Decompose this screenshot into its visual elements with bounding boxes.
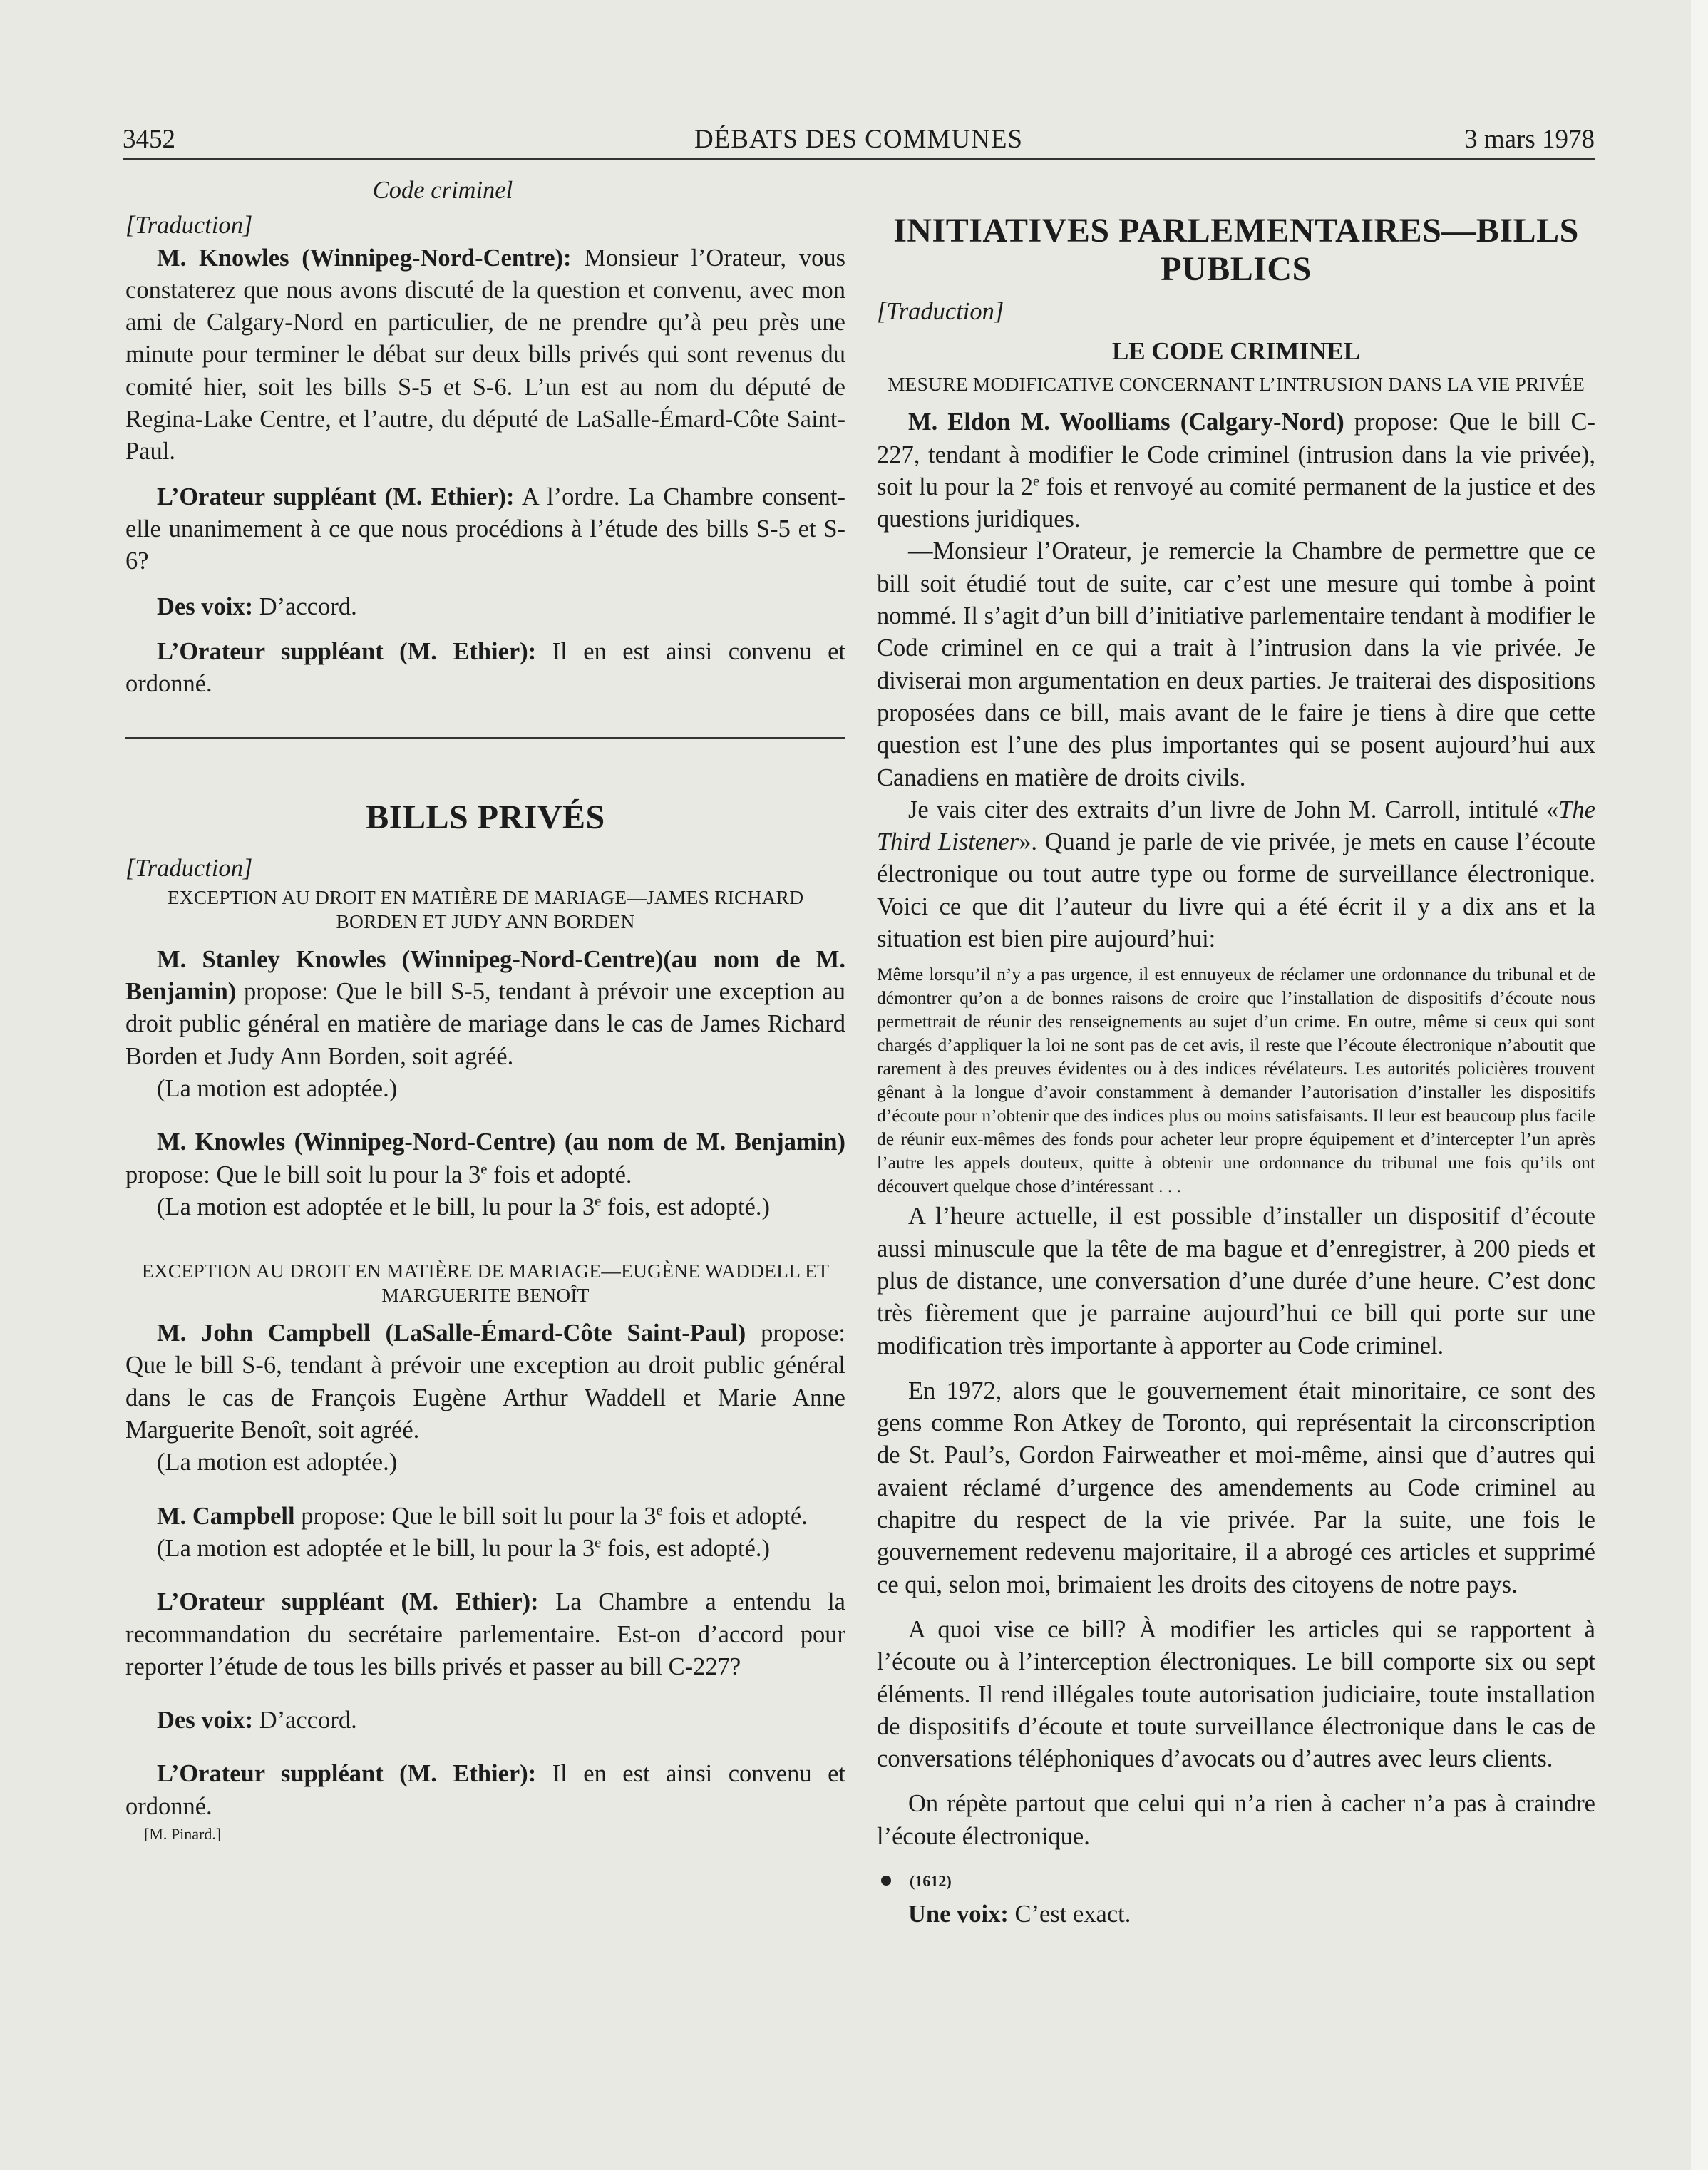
page-edge bbox=[1691, 0, 1708, 2170]
paragraph: L’Orateur suppléant (M. Ethier): Il en est ainsi convenu et ordonné. bbox=[125, 1760, 845, 1820]
paragraph: M. John Campbell (LaSalle-Émard-Côte Saint-Paul) propose: Que le bill S-6, tendant à prévoir une exception au droit public général dans le cas de François Eugène Arthur Waddell et Marie Anne Marguerite Benoît, soit agréé. bbox=[125, 1320, 845, 1444]
speaker: L’Orateur suppléant (M. Ethier): bbox=[157, 1760, 537, 1788]
paragraph: (La motion est adoptée.) bbox=[157, 1449, 398, 1476]
paragraph: Je vais citer des extraits d’un livre de John M. Carroll, intitulé «The Third Listener». Quand je parle de vie privée, je mets en cause l’écoute électronique ou tout autre type ou forme de surveillance électronique. Voici ce que dit l’auteur du livre qui a été écrit il y a dix ans et la situation est bien pire aujourd’hui: bbox=[877, 796, 1595, 953]
speaker: Une voix: bbox=[908, 1901, 1009, 1928]
paragraph: (La motion est adoptée.) bbox=[157, 1074, 398, 1102]
paragraph: L’Orateur suppléant (M. Ethier): Il en est ainsi convenu et ordonné. bbox=[125, 637, 845, 698]
subsection-heading: EXCEPTION AU DROIT EN MATIÈRE DE MARIAGE—JAMES RICHARD BORDEN ET JUDY ANN BORDEN bbox=[167, 885, 804, 932]
speaker: M. Knowles (Winnipeg-Nord-Centre) (au nom de M. Benjamin) bbox=[157, 1128, 845, 1156]
speaker: L’Orateur suppléant (M. Ethier): bbox=[157, 637, 537, 665]
speaker: M. Eldon M. Woolliams (Calgary-Nord) bbox=[908, 408, 1344, 436]
subsection-caption: MESURE MODIFICATIVE CONCERNANT L’INTRUSION DANS LA VIE PRIVÉE bbox=[887, 373, 1585, 396]
section-heading: BILLS PRIVÉS bbox=[366, 798, 605, 837]
speaker: M. Knowles (Winnipeg-Nord-Centre): bbox=[157, 244, 572, 272]
issue-date: 3 mars 1978 bbox=[1464, 125, 1595, 154]
paragraph: En 1972, alors que le gouvernement était minoritaire, ce sont des gens comme Ron Atkey de Toronto, qui représentait la circonscription de St. Paul’s, Gordon Fairweather et moi-même, ainsi que d’autres qui avaient réclamé d’urgence des amendements au Code criminel au chapitre du respect de la vie privée. Par la suite, une fois le gouvernement redevenu majoritaire, il a abrogé ces articles et supprimé ce qui, selon moi, brimaient les droits des citoyens de notre pays. bbox=[877, 1377, 1595, 1598]
time-marker: (1612) bbox=[877, 1863, 1595, 1897]
running-title: Code criminel bbox=[372, 177, 513, 204]
speaker: L’Orateur suppléant (M. Ethier): bbox=[157, 483, 515, 510]
paragraph: (La motion est adoptée et le bill, lu pour la 3e fois, est adopté.) bbox=[157, 1193, 770, 1220]
subsection-heading: LE CODE CRIMINEL bbox=[1111, 337, 1361, 366]
speaker: Des voix: bbox=[157, 592, 254, 620]
speaker: M. Campbell bbox=[157, 1502, 295, 1530]
paragraph: L’Orateur suppléant (M. Ethier): La Chambre a entendu la recommandation du secrétaire parlementaire. Est-on d’accord pour reporter l’étude de tous les bills privés et passer au bill C-227? bbox=[125, 1588, 845, 1680]
paragraph: Des voix: D’accord. bbox=[157, 592, 357, 620]
translation-note: [Traduction] bbox=[125, 855, 253, 883]
paragraph: (La motion est adoptée et le bill, lu pour la 3e fois, est adopté.) bbox=[157, 1534, 770, 1562]
paragraph: M. Eldon M. Woolliams (Calgary-Nord) propose: Que le bill C-227, tendant à modifier le Code criminel (intrusion dans la vie privée), soit lu pour la 2e fois et renvoyé au comité permanent de la justice et des questions juridiques. bbox=[877, 408, 1595, 533]
speaker: M. John Campbell (LaSalle-Émard-Côte Saint-Paul) bbox=[157, 1320, 746, 1347]
section-divider bbox=[125, 737, 845, 739]
paragraph: M. Knowles (Winnipeg-Nord-Centre): Monsieur l’Orateur, vous constaterez que nous avons discuté de la question et convenu, avec mon ami de Calgary-Nord en particulier, de ne prendre qu’à peu près une minute pour terminer le débat sur deux bills privés qui sont revenus du comité hier, soit les bills S-5 et S-6. L’un est au nom du député de Regina-Lake Centre, et l’autre, du député de LaSalle-Émard-Côte Saint-Paul. bbox=[125, 244, 845, 466]
translation-note: [Traduction] bbox=[877, 298, 1004, 325]
paragraph: M. Stanley Knowles (Winnipeg-Nord-Centre)(au nom de M. Benjamin) propose: Que le bill S-5, tendant à prévoir une exception au droit public général en matière de mariage dans le cas de James Richard Borden et Judy Ann Borden, soit agréé. bbox=[125, 945, 845, 1070]
section-heading: INITIATIVES PARLEMENTAIRES—BILLS PUBLICS bbox=[893, 212, 1579, 288]
publication-title: DÉBATS DES COMMUNES bbox=[694, 125, 1023, 154]
paragraph: A l’heure actuelle, il est possible d’installer un dispositif d’écoute aussi minuscule que la tête de ma bague et d’enregistrer, à 200 pieds et plus de distance, une conversation d’une durée d’une heure. C’est donc très fièrement que je parraine aujourd’hui ce bill qui porte sur une modification très importante à apporter au Code criminel. bbox=[877, 1203, 1595, 1359]
page-header bbox=[123, 120, 1595, 160]
left-column bbox=[125, 175, 845, 1844]
speaker: M. Stanley Knowles (Winnipeg-Nord-Centre)(au nom de M. Benjamin) bbox=[125, 945, 845, 1006]
right-column bbox=[877, 175, 1595, 1931]
paragraph: M. Campbell propose: Que le bill soit lu pour la 3e fois et adopté. bbox=[157, 1502, 808, 1530]
bullet-icon bbox=[881, 1876, 891, 1886]
paragraph: L’Orateur suppléant (M. Ethier): A l’ordre. La Chambre consent-elle unanimement à ce que nous procédions à l’étude des bills S-5 et S-6? bbox=[125, 483, 845, 575]
paragraph: M. Knowles (Winnipeg-Nord-Centre) (au nom de M. Benjamin) propose: Que le bill soit lu pour la 3e fois et adopté. bbox=[125, 1128, 845, 1188]
page-number: 3452 bbox=[123, 125, 175, 154]
translation-note: [Traduction] bbox=[125, 212, 253, 240]
book-title: The Third Listener bbox=[877, 796, 1595, 856]
paragraph: On répète partout que celui qui n’a rien à cacher n’a pas à craindre l’écoute électronique. bbox=[877, 1790, 1595, 1850]
subsection-heading: EXCEPTION AU DROIT EN MATIÈRE DE MARIAGE—EUGÈNE WADDELL ET MARGUERITE BENOÎT bbox=[141, 1260, 830, 1307]
paragraph: A quoi vise ce bill? À modifier les articles qui se rapportent à l’écoute ou à l’interception électroniques. Le bill comporte six ou sept éléments. Il rend illégales toute autorisation judiciaire, toute installation de dispositifs d’écoute et toute surveillance électronique dans le cas de conversations téléphoniques d’avocats ou d’autres avec leurs clients. bbox=[877, 1615, 1595, 1773]
paragraph: —Monsieur l’Orateur, je remercie la Chambre de permettre que ce bill soit étudié tout de suite, car c’est une mesure qui tombe à point nommé. Il s’agit d’un bill d’initiative parlementaire tendant à modifier le Code criminel en ce qui a trait à l’intrusion dans la vie privée. Je diviserai mon argumentation en deux parties. Je traiterai des dispositions proposées dans ce bill, mais avant de le faire je tiens à dire que cette question est l’une des plus importantes qui se posent aujourd’hui aux Canadiens en matière de droits civils. bbox=[877, 538, 1595, 791]
block-quote: Même lorsqu’il n’y a pas urgence, il est ennuyeux de réclamer une ordonnance du tribunal et de démontrer qu’on a de bonnes raisons de croire que l’installation de dispositifs d’écoute nous permettrait de réunir des renseignements au sujet d’un crime. En outre, même si ceux qui sont chargés d’appliquer la loi ne sont pas de cet avis, il reste que l’écoute électronique n’aboutit que rarement à des preuves évidentes ou à des indices révélateurs. Les autorités policières trouvent gênant à la longue d’avoir constamment à demander l’autorisation d’installer les dispositifs d’écoute pour n’obtenir que des indices plus ou moins satisfaisants. Il leur est beaucoup plus facile de réunir eux-mêmes des fonds pour acheter leur propre équipement et d’intercepter l’un après l’autre les appels douteux, quitte à obtenir une ordonnance du tribunal une fois qu’ils ont découvert quelque chose d’intéressant . . . bbox=[877, 964, 1595, 1197]
speaker: Des voix: bbox=[157, 1707, 254, 1734]
speaker: L’Orateur suppléant (M. Ethier): bbox=[157, 1588, 539, 1616]
footer-note: [M. Pinard.] bbox=[144, 1824, 222, 1843]
paragraph: Une voix: C’est exact. bbox=[908, 1901, 1131, 1928]
paragraph: Des voix: D’accord. bbox=[157, 1707, 357, 1734]
